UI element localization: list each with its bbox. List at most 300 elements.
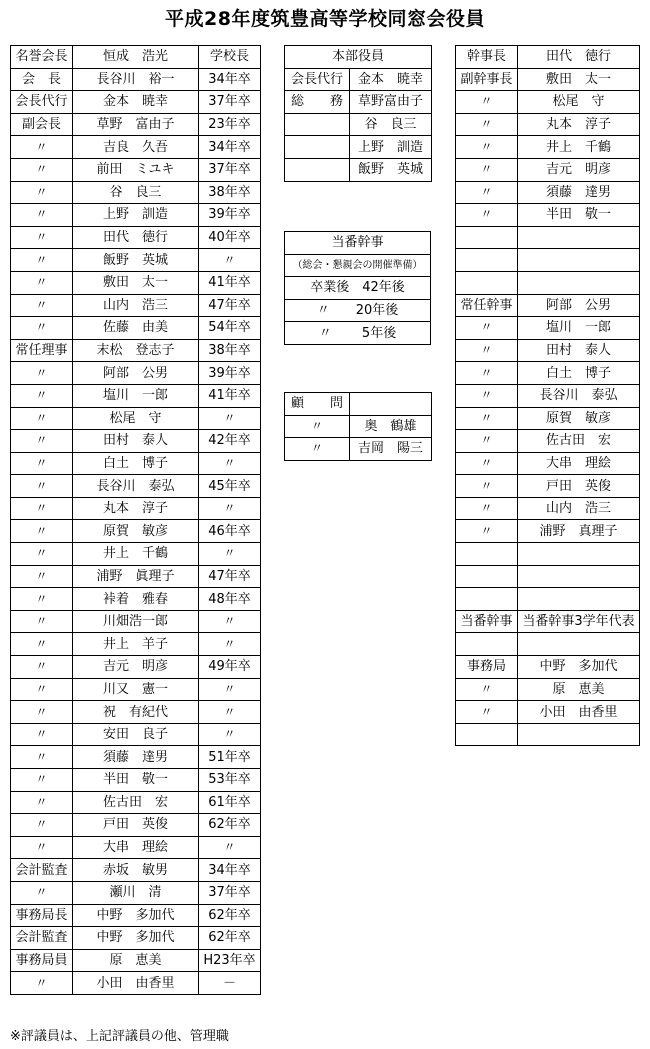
class-year-cell: 〃: [199, 249, 261, 272]
role-cell: 〃: [11, 769, 73, 792]
class-year-cell: 47年卒: [199, 294, 261, 317]
table-row: [11, 949, 261, 972]
name-cell: 須藤 達男: [73, 746, 199, 769]
class-year-cell: 48年卒: [199, 588, 261, 611]
role-cell: 〃: [11, 588, 73, 611]
class-year-cell: 〃: [199, 610, 261, 633]
table-row: [456, 610, 640, 633]
class-year-cell: 39年卒: [199, 204, 261, 227]
name-cell: 丸本 淳子: [73, 497, 199, 520]
role-cell: 〃: [285, 415, 350, 438]
role-cell: 〃: [11, 543, 73, 566]
name-cell: 浦野 真理子: [518, 520, 640, 543]
name-cell: 川又 憲一: [73, 678, 199, 701]
table-row: [285, 438, 432, 461]
table-row: [11, 723, 261, 746]
table-row: [285, 68, 432, 91]
table-row: [456, 339, 640, 362]
table-row: [456, 497, 640, 520]
page-title: 平成28年度筑豊高等学校同窓会役員: [165, 8, 485, 30]
name-cell: 中野 多加代: [518, 656, 640, 679]
name-cell: 敷田 太一: [73, 271, 199, 294]
name-cell: [518, 543, 640, 566]
name-cell: 佐古田 宏: [73, 791, 199, 814]
table-row: [11, 46, 261, 69]
table-row: [11, 249, 261, 272]
table-row: [11, 836, 261, 859]
name-cell: 大串 理絵: [518, 452, 640, 475]
name-cell: 小田 由香里: [518, 701, 640, 724]
table-row: [11, 678, 261, 701]
duty-header: 当番幹事: [285, 232, 431, 255]
name-cell: 戸田 英俊: [518, 475, 640, 498]
table-row: [11, 384, 261, 407]
role-cell: 〃: [11, 814, 73, 837]
name-cell: 吉良 久吾: [73, 136, 199, 159]
class-year-cell: 23年卒: [199, 113, 261, 136]
table-row: [456, 520, 640, 543]
role-cell: 〃: [11, 881, 73, 904]
role-cell: 〃: [456, 181, 518, 204]
role-cell: 〃: [456, 701, 518, 724]
role-cell: 〃: [11, 723, 73, 746]
role-cell: 〃: [11, 746, 73, 769]
table-row: [11, 881, 261, 904]
table-row: [456, 543, 640, 566]
role-cell: 〃: [456, 204, 518, 227]
table-row: [11, 91, 261, 114]
class-year-cell: 41年卒: [199, 384, 261, 407]
class-year-cell: 〃: [199, 701, 261, 724]
role-cell: [456, 226, 518, 249]
name-cell: 阿部 公男: [518, 294, 640, 317]
name-cell: 安田 良子: [73, 723, 199, 746]
table-row: [11, 972, 261, 995]
class-year-cell: 〃: [199, 633, 261, 656]
role-cell: 〃: [456, 520, 518, 543]
class-year-cell: 34年卒: [199, 859, 261, 882]
name-cell: [518, 271, 640, 294]
role-cell: 〃: [11, 136, 73, 159]
name-cell: [350, 393, 432, 416]
table-row: [11, 543, 261, 566]
table-row: [11, 769, 261, 792]
table-row: [11, 746, 261, 769]
table-row: [11, 68, 261, 91]
role-cell: 〃: [456, 113, 518, 136]
name-cell: 山内 浩三: [73, 294, 199, 317]
table-row: [285, 415, 432, 438]
table-row: [456, 113, 640, 136]
name-cell: 井上 千鶴: [518, 136, 640, 159]
name-cell: 吉岡 陽三: [350, 438, 432, 461]
class-year-cell: 〃: [199, 452, 261, 475]
role-cell: 〃: [456, 158, 518, 181]
table-row: [456, 362, 640, 385]
table-row: [456, 46, 640, 69]
name-cell: [518, 226, 640, 249]
duty-officers-table: [284, 231, 431, 345]
name-cell: 井上 羊子: [73, 633, 199, 656]
role-cell: 〃: [11, 204, 73, 227]
role-cell: 事務局: [456, 656, 518, 679]
role-cell: 当番幹事: [456, 610, 518, 633]
role-cell: 〃: [11, 836, 73, 859]
name-cell: 恒成 浩光: [73, 46, 199, 69]
name-cell: 飯野 英城: [350, 158, 432, 181]
role-cell: 〃: [456, 430, 518, 453]
name-cell: 上野 訓造: [350, 136, 432, 159]
class-year-cell: 61年卒: [199, 791, 261, 814]
class-year-cell: 53年卒: [199, 769, 261, 792]
name-cell: 白土 博子: [73, 452, 199, 475]
table-row: [456, 701, 640, 724]
table-row: [11, 430, 261, 453]
table-row: [11, 158, 261, 181]
table-row: [285, 232, 431, 255]
role-cell: 総 務: [285, 91, 350, 114]
table-row: [11, 475, 261, 498]
class-year-cell: 34年卒: [199, 136, 261, 159]
name-cell: 谷 良三: [73, 181, 199, 204]
name-cell: 田村 泰人: [73, 430, 199, 453]
class-year-cell: 34年卒: [199, 68, 261, 91]
table-row: [285, 277, 431, 300]
table-row: [11, 339, 261, 362]
name-cell: 原 恵美: [73, 949, 199, 972]
table-row: [11, 520, 261, 543]
class-year-cell: 38年卒: [199, 181, 261, 204]
table-row: [456, 452, 640, 475]
name-cell: 中野 多加代: [73, 904, 199, 927]
table-row: [11, 181, 261, 204]
role-cell: 〃: [11, 656, 73, 679]
name-cell: 佐藤 由美: [73, 317, 199, 340]
role-cell: 〃: [456, 317, 518, 340]
table-row: [456, 633, 640, 656]
role-cell: 事務局長: [11, 904, 73, 927]
class-year-cell: 37年卒: [199, 158, 261, 181]
table-row: [11, 927, 261, 950]
role-cell: 〃: [456, 678, 518, 701]
role-cell: 〃: [11, 497, 73, 520]
table-row: [456, 181, 640, 204]
name-cell: 半田 敬一: [73, 769, 199, 792]
role-cell: [456, 588, 518, 611]
name-cell: 丸本 淳子: [518, 113, 640, 136]
role-cell: [456, 633, 518, 656]
name-cell: 谷 良三: [350, 113, 432, 136]
role-cell: 〃: [456, 339, 518, 362]
table-row: [11, 656, 261, 679]
footnote: ※評議員は、上記評議員の他、管理職: [10, 1029, 229, 1044]
role-cell: [456, 271, 518, 294]
role-cell: 〃: [11, 452, 73, 475]
name-cell: 戸田 英俊: [73, 814, 199, 837]
name-cell: [518, 723, 640, 746]
duty-row-cell: 卒業後 42年後: [285, 277, 431, 300]
table-row: [456, 158, 640, 181]
role-cell: 〃: [456, 452, 518, 475]
class-year-cell: 41年卒: [199, 271, 261, 294]
name-cell: 佐古田 宏: [518, 430, 640, 453]
table-row: [456, 68, 640, 91]
role-cell: 〃: [11, 565, 73, 588]
table-row: [11, 317, 261, 340]
name-cell: 草野 富由子: [73, 113, 199, 136]
role-cell: 〃: [11, 384, 73, 407]
name-cell: 末松 登志子: [73, 339, 199, 362]
role-cell: 常任理事: [11, 339, 73, 362]
name-cell: 浦野 眞理子: [73, 565, 199, 588]
name-cell: 奥 鶴雄: [350, 415, 432, 438]
name-cell: 田代 徳行: [518, 46, 640, 69]
role-cell: 〃: [11, 271, 73, 294]
table-row: [11, 791, 261, 814]
table-row: [11, 588, 261, 611]
role-cell: 〃: [11, 475, 73, 498]
name-cell: 長谷川 泰弘: [518, 384, 640, 407]
role-cell: 〃: [11, 610, 73, 633]
class-year-cell: 46年卒: [199, 520, 261, 543]
name-cell: [518, 633, 640, 656]
name-cell: [518, 249, 640, 272]
table-row: [285, 393, 432, 416]
table-row: [456, 565, 640, 588]
table-row: [11, 113, 261, 136]
role-cell: [285, 136, 350, 159]
table-row: [456, 204, 640, 227]
table-row: [11, 814, 261, 837]
table-row: [456, 430, 640, 453]
table-row: [11, 904, 261, 927]
table-row: [456, 656, 640, 679]
table-row: [11, 204, 261, 227]
table-row: [285, 322, 431, 345]
name-cell: 田代 徳行: [73, 226, 199, 249]
role-cell: 〃: [456, 384, 518, 407]
role-cell: 副会長: [11, 113, 73, 136]
role-cell: 〃: [11, 407, 73, 430]
table-row: [11, 226, 261, 249]
class-year-cell: 〃: [199, 723, 261, 746]
table-row: [285, 254, 431, 277]
table-row: [456, 271, 640, 294]
role-cell: 〃: [11, 294, 73, 317]
class-year-cell: 〃: [199, 497, 261, 520]
name-cell: 祝 有紀代: [73, 701, 199, 724]
role-cell: 会計監査: [11, 859, 73, 882]
name-cell: 吉元 明彦: [73, 656, 199, 679]
role-cell: 〃: [11, 430, 73, 453]
class-year-cell: 54年卒: [199, 317, 261, 340]
class-year-cell: 学校長: [199, 46, 261, 69]
class-year-cell: 42年卒: [199, 430, 261, 453]
table-row: [285, 299, 431, 322]
table-row: [11, 610, 261, 633]
duty-note: （総会・懇親会の開催準備）: [285, 254, 431, 277]
class-year-cell: 39年卒: [199, 362, 261, 385]
class-year-cell: H23年卒: [199, 949, 261, 972]
role-cell: 会長代行: [285, 68, 350, 91]
name-cell: 大串 理絵: [73, 836, 199, 859]
role-cell: 〃: [456, 136, 518, 159]
role-cell: 幹事長: [456, 46, 518, 69]
table-row: [456, 317, 640, 340]
hq-header: 本部役員: [285, 46, 432, 69]
table-row: [456, 226, 640, 249]
role-cell: 〃: [456, 362, 518, 385]
role-cell: 〃: [11, 226, 73, 249]
class-year-cell: 62年卒: [199, 904, 261, 927]
name-cell: 敷田 太一: [518, 68, 640, 91]
table-row: [11, 497, 261, 520]
secretaries-table: [455, 45, 640, 746]
name-cell: 原賀 敏彦: [518, 407, 640, 430]
table-row: [11, 407, 261, 430]
role-cell: 名誉会長: [11, 46, 73, 69]
table-row: [456, 407, 640, 430]
role-cell: 〃: [11, 362, 73, 385]
class-year-cell: 〃: [199, 678, 261, 701]
name-cell: 飯野 英城: [73, 249, 199, 272]
table-row: [456, 723, 640, 746]
role-cell: 〃: [11, 678, 73, 701]
name-cell: 瀬川 清: [73, 881, 199, 904]
name-cell: [518, 588, 640, 611]
name-cell: 田村 泰人: [518, 339, 640, 362]
name-cell: 赤坂 敏男: [73, 859, 199, 882]
role-cell: 〃: [285, 438, 350, 461]
role-cell: 〃: [11, 317, 73, 340]
class-year-cell: 62年卒: [199, 814, 261, 837]
table-row: [285, 46, 432, 69]
name-cell: 前田 ミユキ: [73, 158, 199, 181]
role-cell: 〃: [456, 497, 518, 520]
table-row: [456, 91, 640, 114]
table-row: [11, 859, 261, 882]
table-row: [456, 249, 640, 272]
name-cell: 井上 千鶴: [73, 543, 199, 566]
name-cell: 長谷川 裕一: [73, 68, 199, 91]
role-cell: 〃: [11, 791, 73, 814]
class-year-cell: 62年卒: [199, 927, 261, 950]
name-cell: 原 恵美: [518, 678, 640, 701]
role-cell: [456, 249, 518, 272]
role-cell: [456, 543, 518, 566]
class-year-cell: 40年卒: [199, 226, 261, 249]
name-cell: 松尾 守: [73, 407, 199, 430]
table-row: [11, 136, 261, 159]
name-cell: 中野 多加代: [73, 927, 199, 950]
class-year-cell: 38年卒: [199, 339, 261, 362]
table-row: [285, 136, 432, 159]
role-cell: 〃: [11, 249, 73, 272]
class-year-cell: 47年卒: [199, 565, 261, 588]
advisor-table: [284, 392, 432, 461]
table-row: [456, 678, 640, 701]
name-cell: 塩川 一郎: [73, 384, 199, 407]
role-cell: 事務局員: [11, 949, 73, 972]
table-row: [11, 362, 261, 385]
hq-officers-table: [284, 45, 432, 182]
class-year-cell: 〃: [199, 836, 261, 859]
name-cell: 草野富由子: [350, 91, 432, 114]
role-cell: 〃: [11, 972, 73, 995]
table-row: [11, 633, 261, 656]
role-cell: 〃: [11, 158, 73, 181]
class-year-cell: 〃: [199, 407, 261, 430]
duty-row-cell: 〃 5年後: [285, 322, 431, 345]
name-cell: 山内 浩三: [518, 497, 640, 520]
class-year-cell: 〃: [199, 543, 261, 566]
table-row: [11, 565, 261, 588]
table-row: [456, 294, 640, 317]
class-year-cell: 51年卒: [199, 746, 261, 769]
table-row: [11, 271, 261, 294]
duty-row-cell: 〃 20年後: [285, 299, 431, 322]
role-cell: 〃: [11, 701, 73, 724]
name-cell: 原賀 敏彦: [73, 520, 199, 543]
role-cell: 〃: [11, 181, 73, 204]
name-cell: 塩川 一郎: [518, 317, 640, 340]
role-cell: 〃: [456, 91, 518, 114]
table-row: [285, 158, 432, 181]
name-cell: 裃着 雅春: [73, 588, 199, 611]
class-year-cell: 37年卒: [199, 91, 261, 114]
role-cell: [456, 723, 518, 746]
role-cell: [285, 113, 350, 136]
name-cell: 上野 訓造: [73, 204, 199, 227]
table-row: [285, 91, 432, 114]
name-cell: 金本 暁幸: [73, 91, 199, 114]
role-cell: 〃: [456, 475, 518, 498]
table-row: [11, 701, 261, 724]
name-cell: 白土 博子: [518, 362, 640, 385]
role-cell: [285, 158, 350, 181]
class-year-cell: －: [199, 972, 261, 995]
officers-table: [10, 45, 261, 995]
role-cell: 副幹事長: [456, 68, 518, 91]
name-cell: [518, 565, 640, 588]
table-row: [11, 452, 261, 475]
class-year-cell: 37年卒: [199, 881, 261, 904]
role-cell: 常任幹事: [456, 294, 518, 317]
name-cell: 松尾 守: [518, 91, 640, 114]
class-year-cell: 49年卒: [199, 656, 261, 679]
table-row: [456, 588, 640, 611]
name-cell: 須藤 達男: [518, 181, 640, 204]
role-cell: 〃: [11, 633, 73, 656]
role-cell: 会 長: [11, 68, 73, 91]
table-row: [456, 136, 640, 159]
class-year-cell: 45年卒: [199, 475, 261, 498]
table-row: [11, 294, 261, 317]
name-cell: 吉元 明彦: [518, 158, 640, 181]
table-row: [456, 475, 640, 498]
name-cell: 長谷川 泰弘: [73, 475, 199, 498]
role-cell: 〃: [11, 520, 73, 543]
name-cell: 金本 暁幸: [350, 68, 432, 91]
role-cell: 会長代行: [11, 91, 73, 114]
name-cell: 阿部 公男: [73, 362, 199, 385]
role-cell: [456, 565, 518, 588]
table-row: [456, 384, 640, 407]
name-cell: 小田 由香里: [73, 972, 199, 995]
role-cell: 〃: [456, 407, 518, 430]
role-cell: 会計監査: [11, 927, 73, 950]
name-cell: 半田 敬一: [518, 204, 640, 227]
